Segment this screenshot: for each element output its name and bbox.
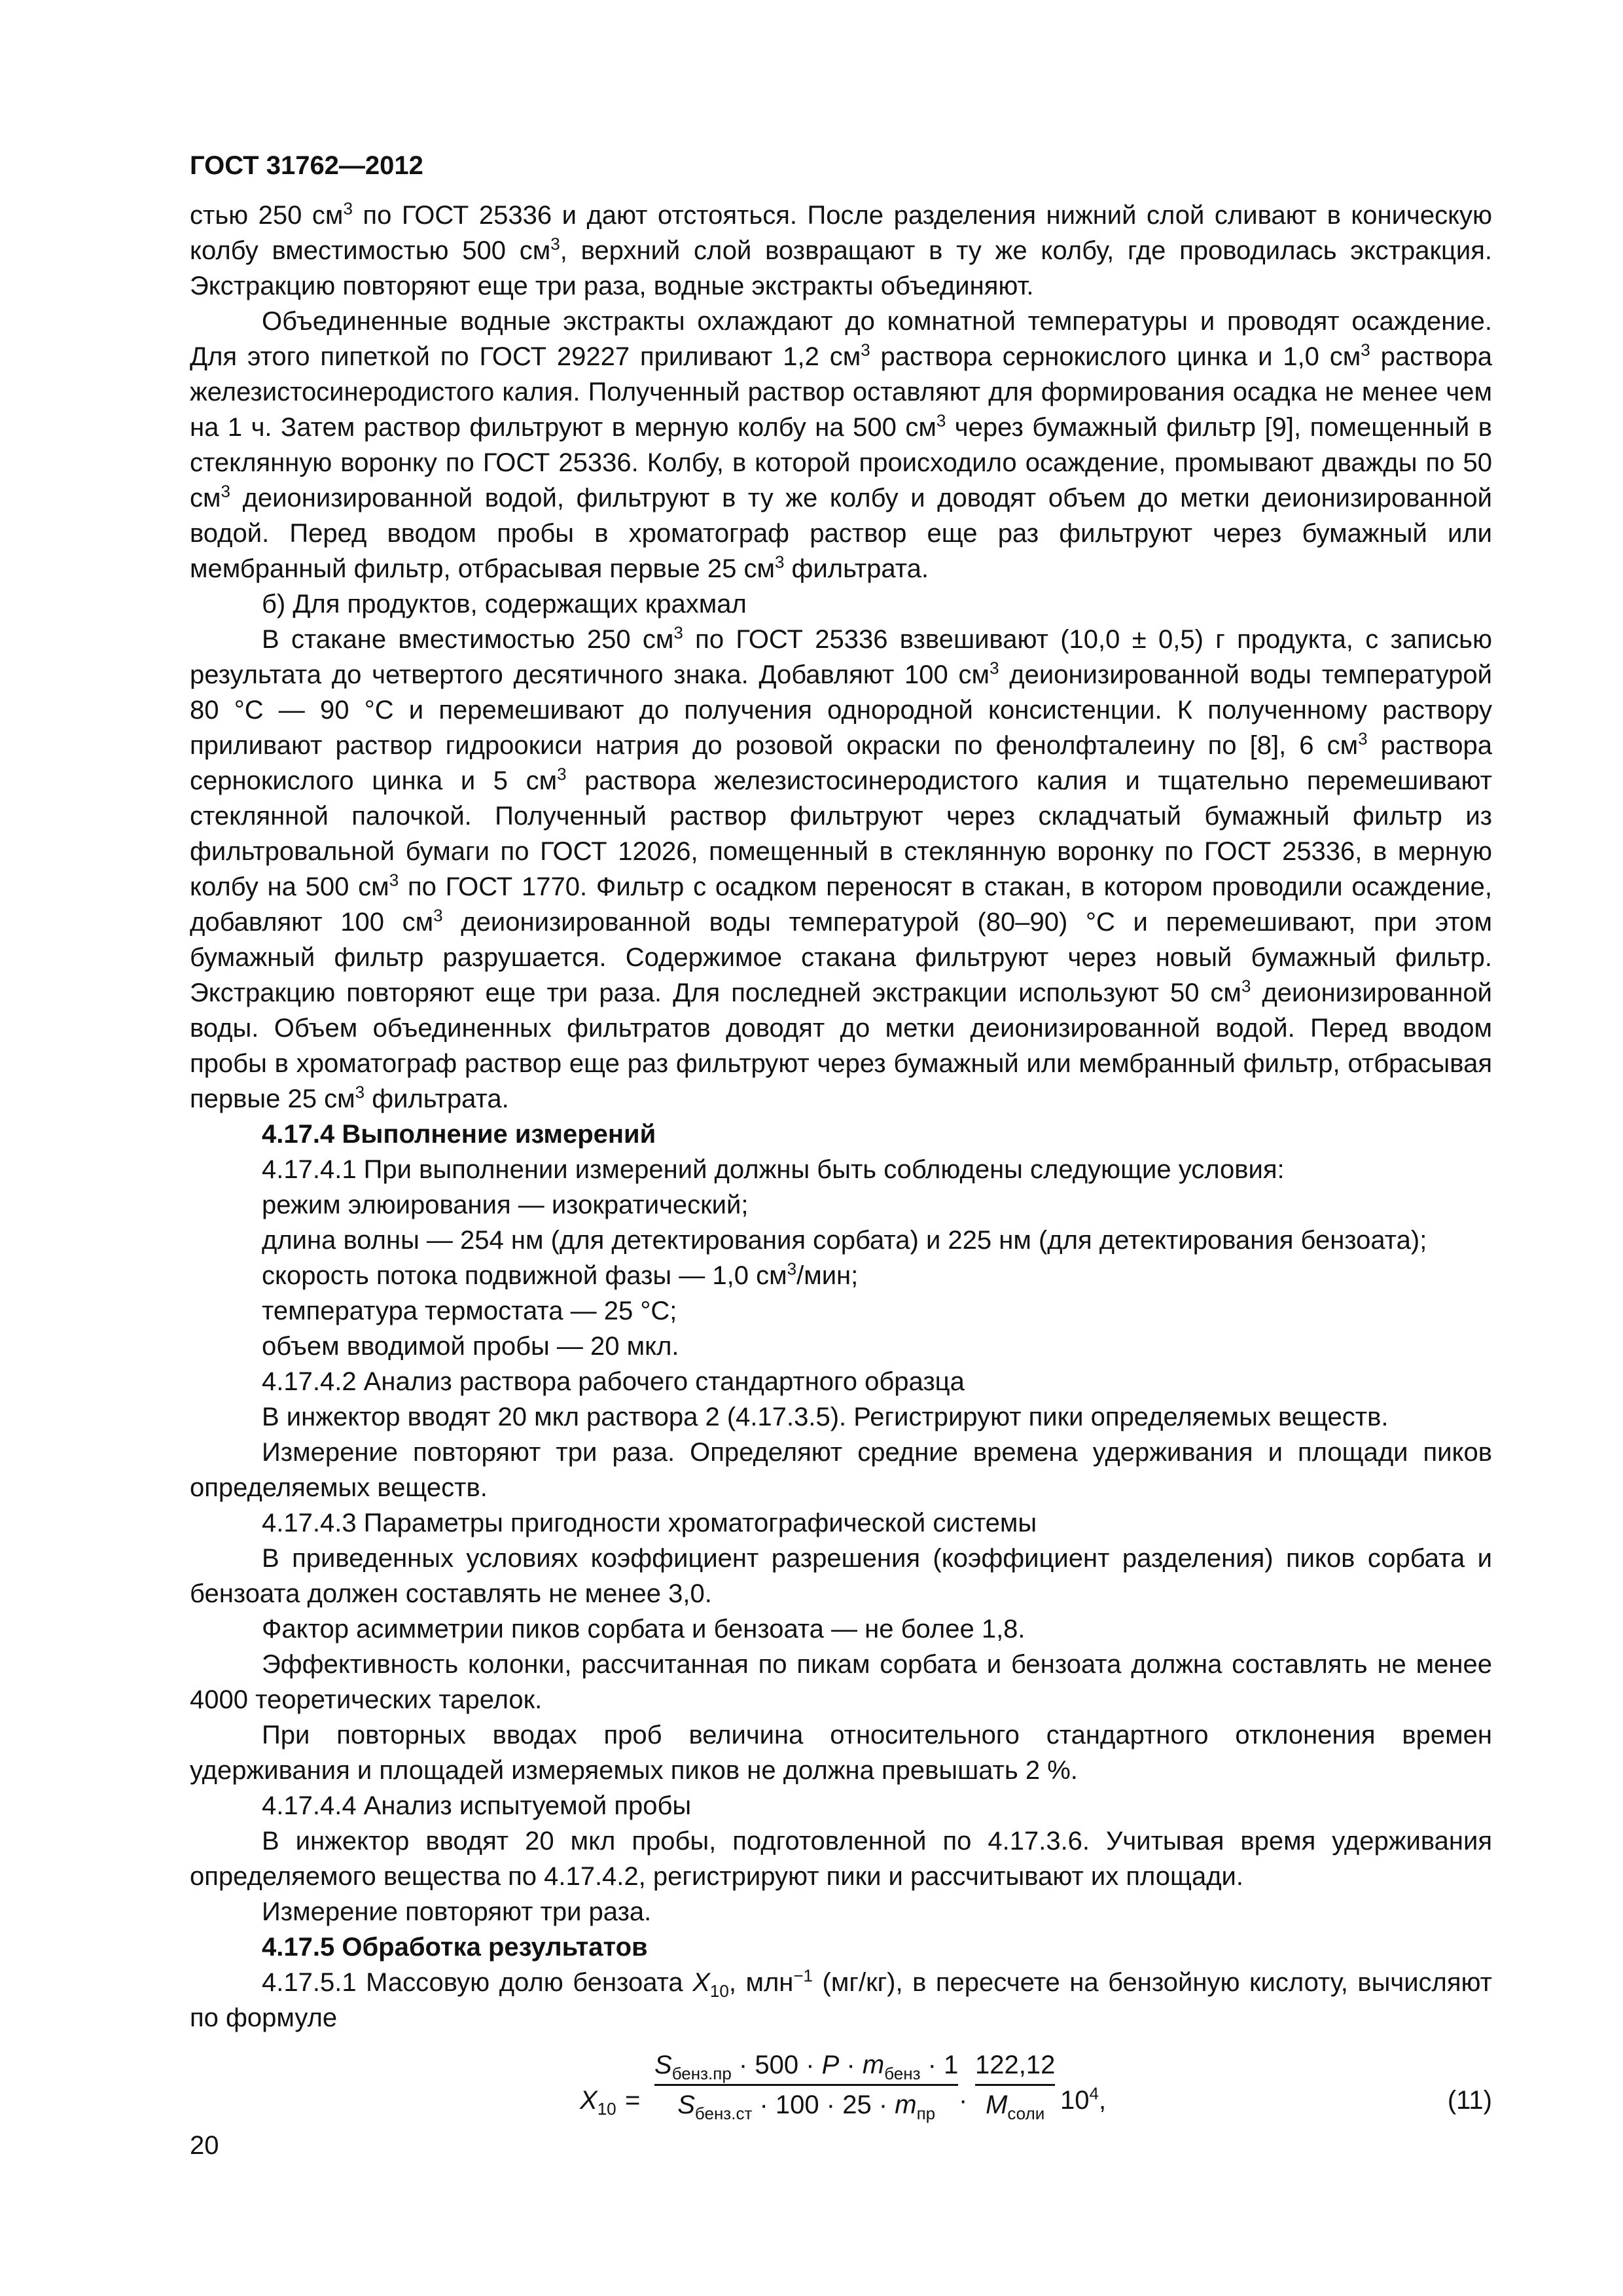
formula-number: (11): [1447, 2086, 1492, 2115]
paragraph: Фактор асимметрии пиков сорбата и бензоата — не более 1,8.: [262, 1615, 1026, 1643]
fraction-denominator: $S_{бенз.ст} \cdot 100 \cdot 25 \cdot m_{пр}$: [677, 2090, 936, 2123]
paragraph: В инжектор вводят 20 мкл пробы, подготовленной по 4.17.3.6. Учитывая время удерживания определяемого вещества по 4.17.4.2, регистрируют пики и рассчитывают их площади.: [190, 1827, 1492, 1891]
paragraph: В стакане вместимостью 250 $см^3$ по ГОСТ 25336 взвешивают (10,0 ± 0,5) г продукта, с записью результата до четвертого десятичного знака. Добавляют 100 $см^3$ деионизированной воды температурой 80 °С — 90 °С и перемешивают до получения однородной консистенции. К полученному раствору приливают раствор гидроокиси натрия до розовой окраски по фенолфталеину по [8], 6 $см^3$ раствора сернокислого цинка и 5 $см^3$ раствора железистосинеродистого калия и тщательно перемешивают стеклянной палочкой. Полученный раствор фильтруют через складчатый бумажный фильтр из фильтровальной бумаги по ГОСТ 12026, помещенный в стеклянную воронку по ГОСТ 25336, в мерную колбу на 500 $см^3$ по ГОСТ 1770. Фильтр с осадком переносят в стакан, в котором проводили осаждение, добавляют 100 $см^3$ деионизированной воды температурой (80–90) °С и перемешивают, при этом бумажный фильтр разрушается. Содержимое стакана фильтруют через новый бумажный фильтр. Экстракцию повторяют еще три раза. Для последней экстракции используют 50 $см^3$ деионизированной воды. Объем объединенных фильтратов доводят до метки деионизированной водой. Перед вводом пробы в хроматограф раствор еще раз фильтруют через бумажный или мембранный фильтр, отбрасывая первые 25 $см^3$ фильтрата.: [190, 622, 1493, 1113]
fraction-numerator: $S_{бенз.пр} \cdot 500 \cdot P \cdot m_{бенз} \cdot 1$: [654, 2051, 959, 2083]
paragraph: Объединенные водные экстракты охлаждают до комнатной температуры и проводят осаждение. Для этого пипеткой по ГОСТ 29227 приливают 1,2 $см^3$ раствора сернокислого цинка и 1,0 $см^3$ раствора железистосинеродистого калия. Полученный раствор оставляют для формирования осадка не менее чем на 1 ч. Затем раствор фильтруют в мерную колбу на 500 $см^3$ через бумажный фильтр [9], помещенный в стеклянную воронку по ГОСТ 25336. Колбу, в которой происходило осаждение, промывают дважды по 50 $см^3$ деионизированной водой, фильтруют в ту же колбу и доводят объем до метки деионизированной водой. Перед вводом пробы в хроматограф раствор еще раз фильтруют через бумажный или мембранный фильтр, отбрасывая первые 25 $см^3$ фильтрата.: [190, 307, 1492, 583]
section-heading: 4.17.5 Обработка результатов: [262, 1933, 648, 1962]
list-item: скорость потока подвижной фазы — 1,0 $см^3$/мин;: [262, 1259, 859, 1290]
paragraph: 4.17.4.4 Анализ испытуемой пробы: [262, 1791, 692, 1820]
paragraph: Эффективность колонки, рассчитанная по пикам сорбата и бензоата должна составлять не менее 4000 теоретических тарелок.: [190, 1650, 1492, 1714]
list-item: длина волны — 254 нм (для детектирования сорбата) и 225 нм (для детектирования бензоата);: [262, 1226, 1427, 1255]
list-item: температура термостата — 25 °С;: [262, 1297, 677, 1325]
paragraph: В приведенных условиях коэффициент разрешения (коэффициент разделения) пиков сорбата и бензоата должен составлять не менее 3,0.: [190, 1544, 1492, 1608]
section-heading: 4.17.4 Выполнение измерений: [262, 1120, 656, 1149]
paragraph: Измерение повторяют три раза.: [262, 1897, 652, 1926]
fraction-denominator: $M_{соли}$: [986, 2090, 1045, 2123]
formula-fraction-2: [975, 2049, 1055, 2121]
fraction-bar: [975, 2084, 1055, 2086]
formula-fraction-1: [654, 2049, 958, 2121]
document-page: [190, 148, 1492, 2153]
formula-dot: ·: [959, 2086, 968, 2115]
formula-lhs: $X_{10}$: [580, 2086, 616, 2119]
paragraph: б) Для продуктов, содержащих крахмал: [262, 590, 747, 619]
formula-power: $10^4$,: [1060, 2083, 1107, 2115]
paragraph: При повторных вводах проб величина относительного стандартного отклонения времен удерживания и площадей измеряемых пиков не должна превышать 2 %.: [190, 1721, 1492, 1785]
paragraph: 4.17.4.3 Параметры пригодности хроматографической системы: [262, 1509, 1037, 1537]
paragraph: 4.17.5.1 Массовую долю бензоата $X_{10}$, млн$^{-1}$ (мг/кг), в пересчете на бензойную кислоту, вычисляют по формуле: [190, 1965, 1492, 2032]
paragraph: 4.17.4.2 Анализ раствора рабочего стандартного образца: [262, 1367, 965, 1396]
paragraph: Измерение повторяют три раза. Определяют средние времена удерживания и площади пиков определяемых веществ.: [190, 1438, 1492, 1502]
paragraph: В инжектор вводят 20 мкл раствора 2 (4.17.3.5). Регистрируют пики определяемых веществ.: [262, 1403, 1389, 1431]
formula-11: [190, 2049, 1492, 2153]
fraction-numerator: 122,12: [975, 2051, 1056, 2079]
paragraph: стью 250 $см^3$ по ГОСТ 25336 и дают отстояться. После разделения нижний слой сливают в коническую колбу вместимостью 500 $см^3$, верхний слой возвращают в ту же колбу, где проводилась экстракция. Экстракцию повторяют еще три раза, водные экстракты объединяют.: [190, 198, 1493, 300]
list-item: режим элюирования — изократический;: [262, 1191, 749, 1219]
page-number: 20: [190, 2131, 219, 2160]
list-item: объем вводимой пробы — 20 мкл.: [262, 1332, 679, 1361]
document-header: ГОСТ 31762—2012: [190, 151, 423, 180]
fraction-bar: [654, 2084, 958, 2086]
formula-equals: =: [625, 2086, 641, 2115]
paragraph: 4.17.4.1 При выполнении измерений должны быть соблюдены следующие условия:: [262, 1155, 1285, 1184]
